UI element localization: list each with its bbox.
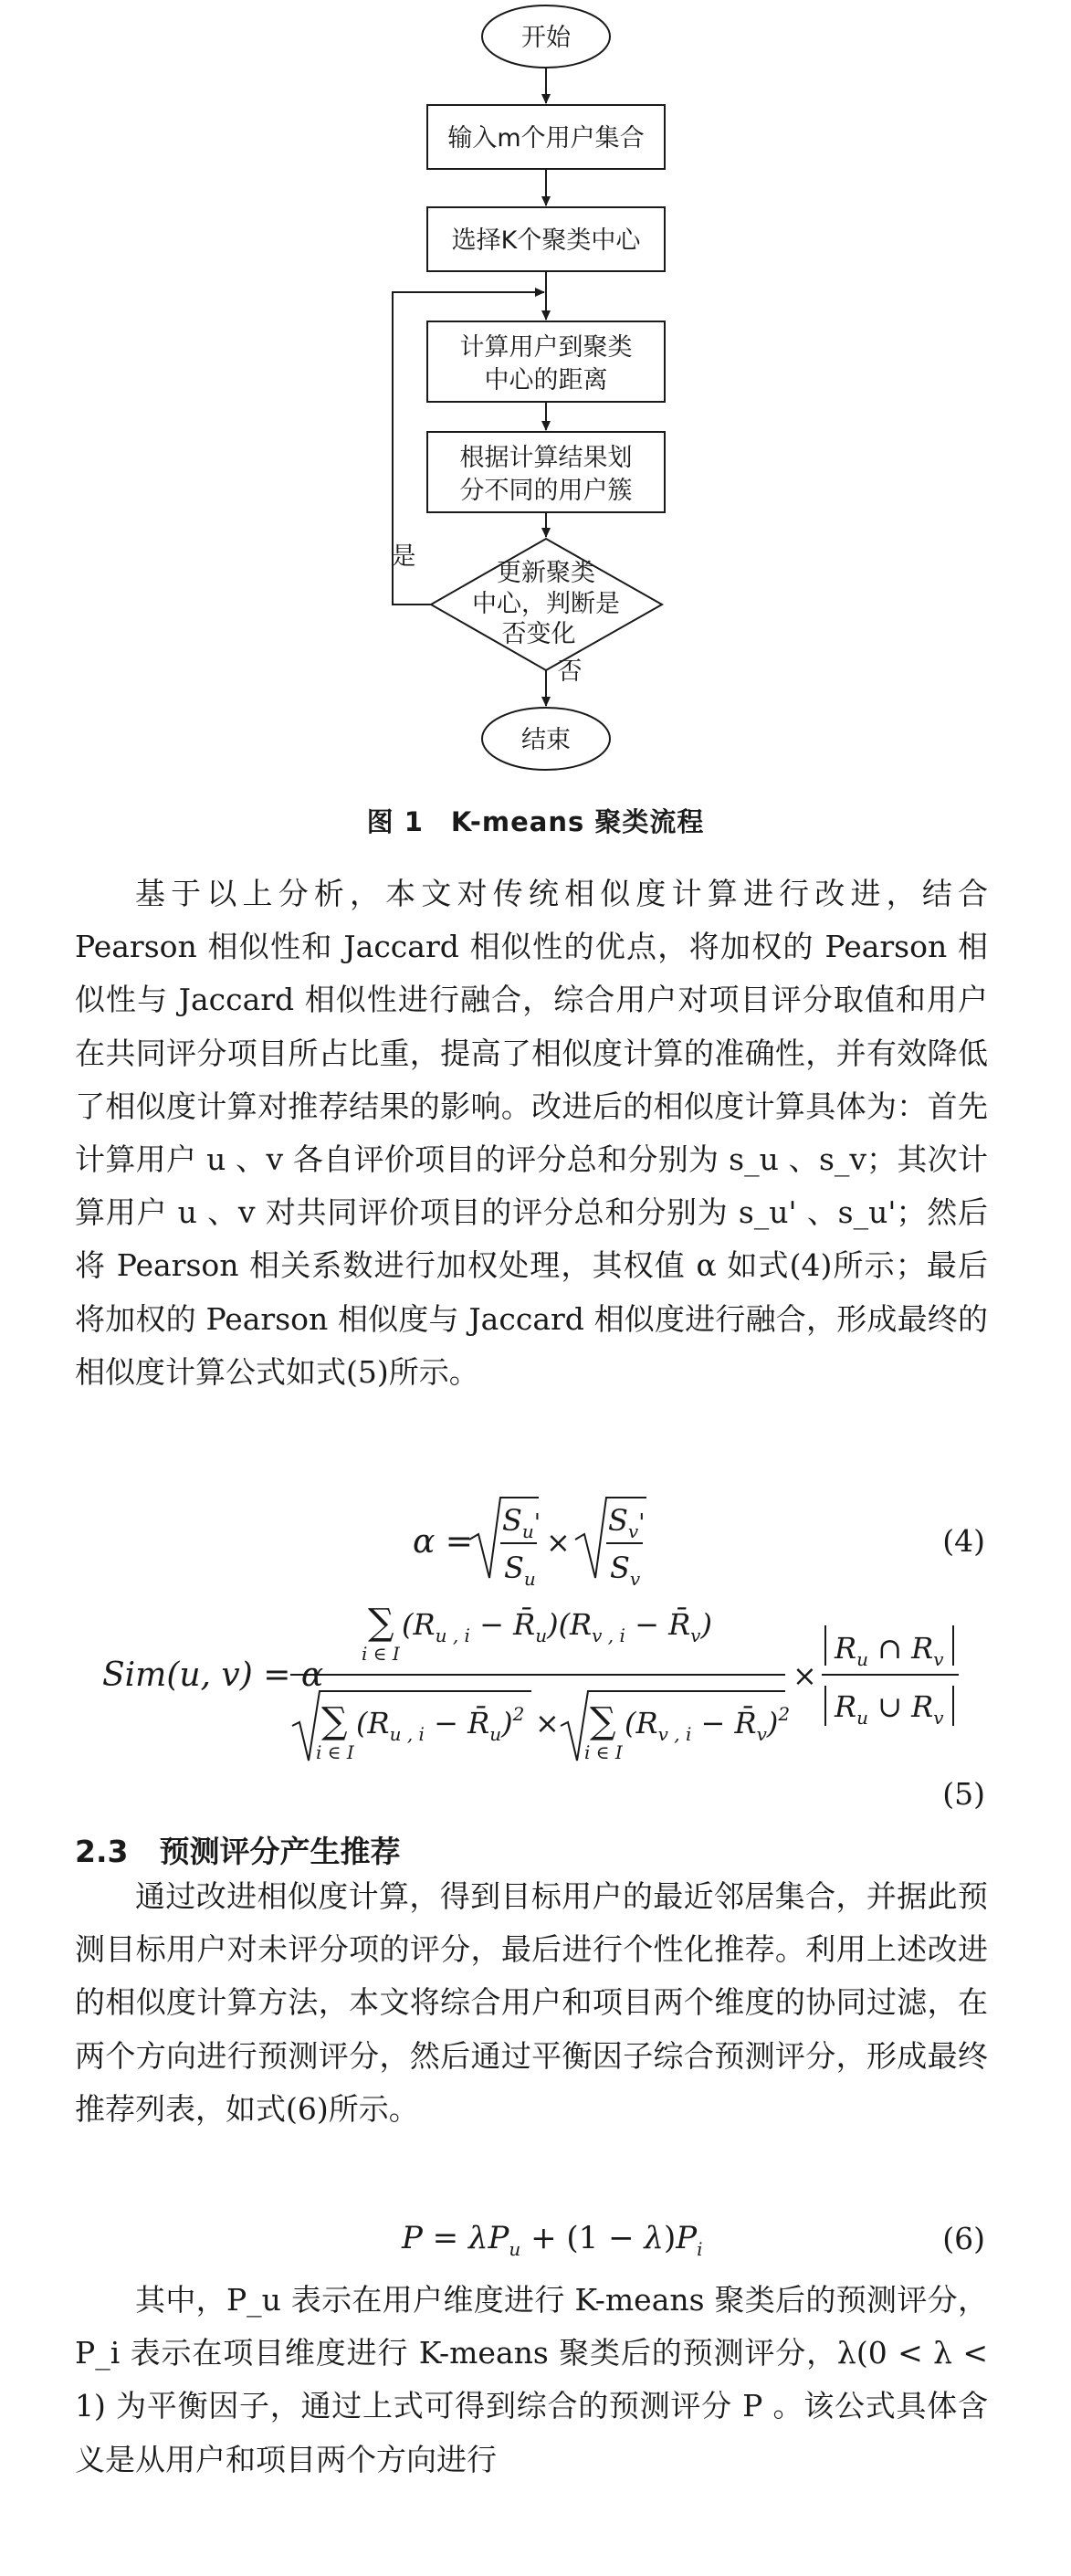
- section-title: 预测评分产生推荐: [159, 1834, 401, 1869]
- figure-caption: 图 1 K-means 聚类流程: [366, 806, 705, 837]
- equation-4-number: (4): [942, 1523, 985, 1559]
- svg-text:α =: α =: [413, 1523, 473, 1561]
- svg-text:Ru ∪ Rv: $R_u$ ∪ $R_v$: [835, 1689, 944, 1729]
- svg-text:(Ru , i − R̄u)2: ($R_{u , i}$ − $R̄_u)^2$: [356, 1703, 525, 1745]
- svg-text:Su': $S_u'$: [502, 1503, 541, 1542]
- svg-text:(Ru , i − R̄u)(Rv , i − R̄v): ($R_{u , i}$ − $R̄_u)(R_{v , i}$ − $R̄_v$): [402, 1607, 712, 1646]
- paragraph-explanation: 其中，P_u 表示在用户维度进行 K-means 聚类后的预测评分，P_i 表示在项目维度进行 K-means 聚类后的预测评分，λ(0 < λ < 1) 为平衡因子，通过上式可得到综合的预测评分 P 。该公式具体含义是从用户和项目两个方向进行: [75, 2282, 988, 2477]
- svg-text:P = λPu + (1 − λ)Pi: $P = \lambda P_u + (1 - \lambda)P_i$: [402, 2220, 703, 2260]
- equation-5-number: (5): [942, 1776, 985, 1812]
- svg-text:i ∈ I: i ∈ I: [316, 1741, 354, 1763]
- svg-text:∑: ∑: [321, 1700, 348, 1742]
- svg-text:∑: ∑: [368, 1602, 394, 1644]
- svg-text:Sv: $S_v$: [610, 1551, 641, 1590]
- equation-6-number: (6): [942, 2221, 985, 2256]
- svg-text:∑: ∑: [590, 1700, 616, 1742]
- svg-text:(Rv , i − R̄v)2: ($R_{v , i}$ − $R̄_v)^2$: [625, 1703, 791, 1745]
- svg-text:i ∈ I: i ∈ I: [584, 1741, 623, 1763]
- svg-text:Sim(u, v) = α: Sim(u, v) = α: [102, 1656, 324, 1694]
- svg-text:×: ×: [535, 1706, 560, 1740]
- decision-label-2: 中心，判断是: [472, 590, 620, 618]
- step-compute-distance-label-1: 计算用户到聚类: [459, 333, 633, 362]
- decision-label-1: 更新聚类: [497, 559, 595, 587]
- equation-5: [102, 1602, 959, 1763]
- svg-text:×: ×: [793, 1658, 817, 1693]
- svg-text:Sv': $S_v'$: [608, 1503, 646, 1542]
- end-label: 结束: [521, 726, 571, 754]
- step-select-centers-label: 选择K个聚类中心: [451, 226, 641, 255]
- no-label: 否: [557, 657, 583, 686]
- start-label: 开始: [521, 24, 571, 52]
- svg-text:Ru ∩ Rv: $R_u$ ∩ $R_v$: [835, 1631, 944, 1670]
- svg-text:×: ×: [546, 1525, 571, 1560]
- section-heading: [75, 1828, 400, 1871]
- equation-6: [401, 2220, 703, 2260]
- paragraph-prediction: 通过改进相似度计算，得到目标用户的最近邻居集合，并据此预测目标用户对未评分项的评分，最后进行个性化推荐。利用上述改进的相似度计算方法，本文将综合用户和项目两个维度的协同过滤，在两个方向进行预测评分，然后通过平衡因子综合预测评分，形成最终推荐列表，如式(6)所示。: [75, 1878, 988, 2127]
- section-number: 2.3: [75, 1834, 129, 1869]
- step-partition-label-1: 根据计算结果划: [459, 444, 633, 472]
- paragraph-improved-similarity: 基于以上分析，本文对传统相似度计算进行改进，结合 Pearson 相似性和 Jaccard 相似性的优点，将加权的 Pearson 相似性与 Jaccard 相似性进行融合，综合用户对项目评分取值和用户在共同评分项目所占比重，提高了相似度计算的准确性，并有效降低了相似度计算对推荐结果的影响。改进后的相似度计算具体为：首先计算用户 u 、v 各自评价项目的评分总和分别为 s_u 、s_v；其次计算用户 u 、v 对共同评价项目的评分总和分别为 s_u' 、s_u'；然后将 Pearson 相关系数进行加权处理，其权值 α 如式(4)所示；最后将加权的 Pearson 相似度与 Jaccard 相似度进行融合，形成最终的相似度计算公式如式(5)所示。: [75, 876, 988, 1390]
- svg-text:i ∈ I: i ∈ I: [362, 1643, 400, 1665]
- decision-label-3: 否变化: [501, 620, 576, 648]
- equation-4: [413, 1498, 646, 1590]
- step-compute-distance-label-2: 中心的距离: [484, 366, 608, 394]
- step-input-users-label: 输入m个用户集合: [447, 124, 645, 152]
- svg-text:Su: $S_u$: [504, 1551, 536, 1590]
- step-partition-label-2: 分不同的用户簇: [459, 477, 633, 505]
- yes-label: 是: [391, 542, 416, 571]
